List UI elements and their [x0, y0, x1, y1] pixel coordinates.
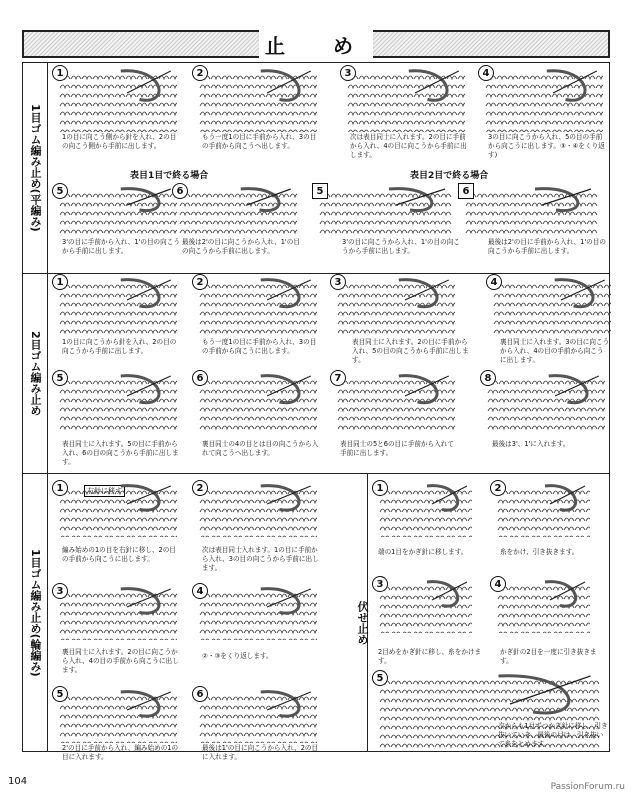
knit-diagram — [52, 372, 177, 432]
step-number: 8 — [480, 370, 496, 386]
step-caption: 3の目に向こうから入れ、5の目の手前から向こうに出します。③・④をくり返す) — [488, 133, 605, 159]
knit-diagram — [192, 482, 317, 537]
step-number: 7 — [330, 370, 346, 386]
step-caption: 編み始めの1の目を右針に移し、2の目の手前から向こうに出します。 — [62, 546, 176, 563]
step-number: 4 — [192, 583, 208, 599]
step-caption: ②・③をくり返します。 — [202, 652, 273, 660]
knit-diagram — [52, 688, 177, 743]
step-number: 2 — [192, 480, 208, 496]
step-number: 3 — [340, 65, 356, 81]
step-number: 5 — [52, 370, 68, 386]
watermark: PassionForum.ru — [550, 782, 625, 792]
step-caption: 表目同士の5と6の目に手前から入れて手前に出します。 — [340, 440, 454, 457]
section-label-s4: 伏せ止め — [356, 601, 369, 645]
step-number: 2 — [490, 480, 506, 496]
step-caption: 糸をかけ、引き抜きます。 — [500, 548, 579, 556]
knit-diagram — [480, 372, 605, 432]
knit-diagram — [192, 585, 317, 640]
step-number: 3 — [372, 576, 388, 592]
step-number: 3 — [330, 274, 346, 290]
step-number: 6 — [458, 183, 474, 199]
step-number: 2 — [192, 65, 208, 81]
knit-diagram — [192, 372, 317, 432]
step-caption: 最後は3'、1'に入れます。 — [492, 440, 570, 448]
divider — [23, 473, 609, 474]
knit-diagram — [478, 67, 603, 132]
knit-diagram — [52, 585, 177, 640]
step-caption: 次は表目同士入れます。1の目に手前から入れ、3の目の向こうから手前に出します。 — [202, 546, 319, 572]
knit-diagram — [52, 482, 177, 537]
step-caption: 表目同士に入れます。5の目に手前から入れ、6の目の向こうから手前に出します。 — [62, 440, 179, 466]
step-caption: 表目同士に入れます。2の目に手前から入れ、5の目の向こうから手前に出します。 — [352, 338, 469, 364]
step-number: 1 — [372, 480, 388, 496]
knit-diagram — [192, 276, 317, 336]
step-caption: 次は表目同士に入れます。2の目に手前から入れ、4の目に向こうから手前に出します。 — [350, 133, 467, 159]
step-caption: 最後は1'の目に向こうから入れ、2の目に入れます。 — [202, 744, 319, 761]
knit-diagram — [340, 67, 465, 132]
pin-label: 右針に移す — [84, 485, 125, 497]
subhead: 表目2目で終る場合 — [410, 171, 489, 181]
knit-diagram — [52, 276, 177, 336]
step-caption: かぎ針の2目を一度に引き抜きます。 — [500, 648, 597, 665]
step-caption: 最後は2'の目に手前から入れ、1'の目の向こうから手前に出します。 — [488, 238, 606, 255]
step-number: 5 — [52, 686, 68, 702]
page-title: 止 め — [259, 30, 373, 59]
step-caption: 1の目に向こう側から針を入れ、2の目の向こう側から手前に出します。 — [62, 133, 177, 150]
step-caption: 裏目同士の4の目とは目の向こうから入れて向こうへ出します。 — [202, 440, 319, 457]
step-number: 4 — [486, 274, 502, 290]
step-caption: もう一度1の目に手前から入れ、3の目の手前から向こうへ出します。 — [202, 133, 317, 150]
section-label-s2: 2目ゴム編み止め — [29, 330, 42, 416]
knit-diagram — [192, 67, 317, 132]
step-number: 4 — [490, 576, 506, 592]
knit-diagram — [330, 276, 455, 336]
step-number: 1 — [52, 274, 68, 290]
subhead: 表目1目で終る場合 — [130, 171, 209, 181]
step-number: 5 — [312, 183, 328, 199]
step-caption: 2'の目に手前から入れ、編み始めの1の目に入れます。 — [62, 744, 179, 761]
step-number: 1 — [52, 65, 68, 81]
knit-diagram — [330, 372, 455, 432]
step-caption: もう一度1の目に手前から入れ、3の目の手前から向こうに出します。 — [202, 338, 317, 355]
step-number: 3 — [52, 583, 68, 599]
step-number: 1 — [52, 480, 68, 496]
page-title-bar — [22, 30, 610, 58]
knit-diagram — [52, 185, 177, 235]
step-caption: 端の1目をかぎ針に移します。 — [378, 548, 468, 556]
step-number: 5 — [52, 183, 68, 199]
step-number: 6 — [192, 370, 208, 386]
divider — [47, 63, 48, 751]
knit-diagram — [486, 276, 611, 336]
page-number: 104 — [8, 776, 28, 787]
step-caption: 1の目に向こうから針を入れ、2の目の向こうから手前に出します。 — [62, 338, 177, 355]
step-number: 6 — [172, 183, 188, 199]
step-number: 6 — [192, 686, 208, 702]
knit-diagram — [52, 67, 177, 132]
knit-diagram — [458, 185, 598, 235]
step-caption: 裏目同士に入れます。2の目に向こうから入れ、4の目の手前から向こうに出します。 — [62, 648, 179, 674]
section-label-s3: 1目ゴム編み止め(輪編み) — [29, 549, 42, 677]
knit-diagram — [192, 688, 317, 743]
section-label-s1: 1目ゴム編み止め(平編み) — [29, 104, 42, 232]
step-caption: 3'の目に向こうから入れ、1'の目の向こうから手前に出します。 — [342, 238, 460, 255]
step-caption: 裏目同士に入れます。3の目に向こうから入れ、4の目の手前から向こうに出します。 — [500, 338, 610, 364]
step-number: 2 — [192, 274, 208, 290]
step-number: 4 — [478, 65, 494, 81]
divider — [23, 273, 609, 274]
step-caption: 次からも1目ずつかぎ針に移し、引き抜いていき、最後の目は、引き抜いて糸をとめます。 — [498, 722, 608, 748]
step-caption: 最後は2'の目に向こうから入れ、1'の目の向こうから手前に出します。 — [182, 238, 300, 255]
knit-diagram — [312, 185, 452, 235]
step-caption: 3'の目に手前から入れ、1'の目の向こうから手前に出します。 — [62, 238, 180, 255]
knit-diagram — [172, 185, 297, 235]
step-number: 5 — [372, 670, 388, 686]
step-caption: 2目めをかぎ針に移し、糸をかけます。 — [378, 648, 482, 665]
